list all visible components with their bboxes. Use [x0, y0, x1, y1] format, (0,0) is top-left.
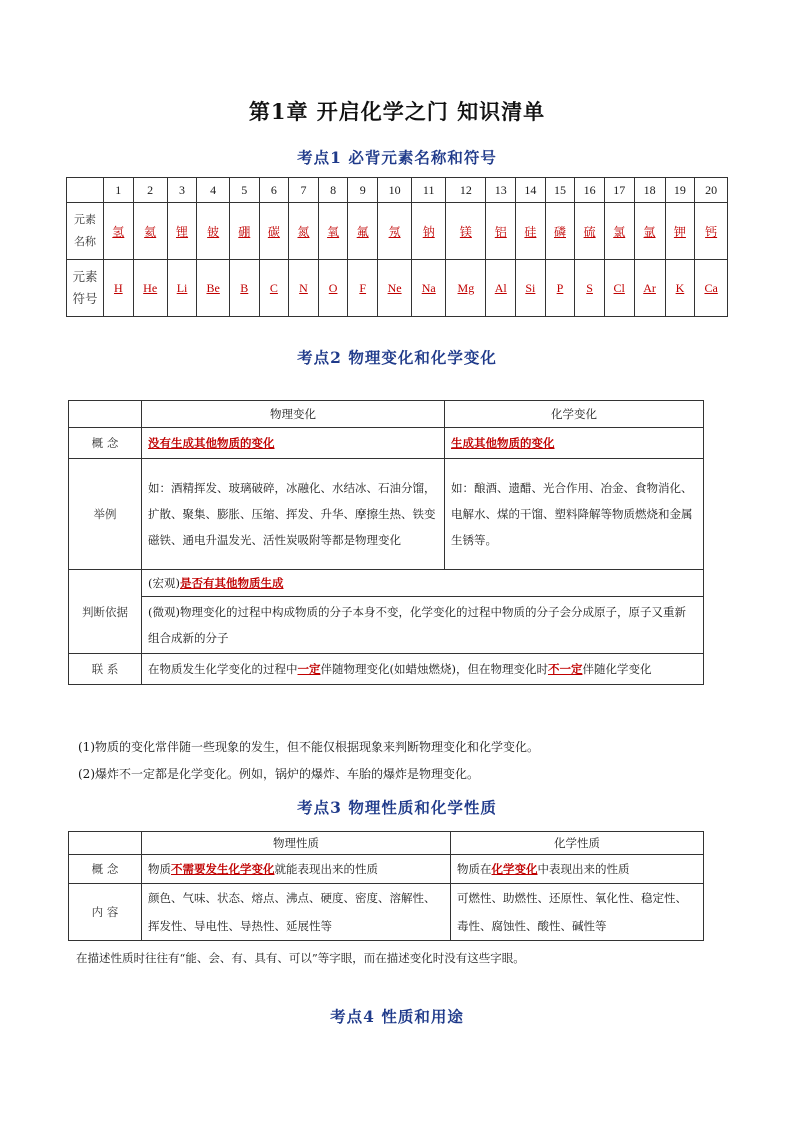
prop-content-physical: 颜色、气味、状态、熔点、沸点、硬度、密度、溶解性、挥发性、导电性、导热性、延展性等: [142, 884, 451, 941]
element-name-cell: [665, 203, 695, 260]
element-symbol: P: [556, 280, 564, 295]
concept-chemical-text: 生成其他物质的变化: [451, 436, 555, 450]
prop-corner-cell: [69, 832, 142, 855]
element-number: 16: [575, 178, 605, 203]
element-symbol: Si: [525, 280, 536, 295]
element-number: 5: [229, 178, 259, 203]
element-symbol: Na: [421, 280, 436, 295]
element-symbol-cell: [104, 260, 134, 317]
element-name-cell: [348, 203, 378, 260]
element-symbol: S: [586, 280, 593, 295]
change-corner-cell: [69, 401, 142, 428]
element-name-cell: [486, 203, 516, 260]
element-symbol-cell: [516, 260, 546, 317]
element-number-row: [67, 178, 728, 203]
element-symbol-cell: [348, 260, 378, 317]
element-name: 钙: [705, 224, 718, 239]
element-name-cell: [229, 203, 259, 260]
basis-macro: [142, 570, 704, 597]
link-part1: 在物质发生化学变化的过程中: [148, 662, 298, 676]
element-symbol-row: [67, 260, 728, 317]
element-number: 4: [197, 178, 230, 203]
element-name: 镁: [459, 224, 472, 239]
chem-concept-post: 中表现出来的性质: [537, 862, 630, 876]
link-em2: 不一定: [547, 662, 583, 676]
element-symbol-cell: [575, 260, 605, 317]
change-table: [68, 400, 704, 685]
element-symbol-cell: [259, 260, 289, 317]
prop-concept-chemical: [451, 855, 704, 884]
element-symbol: Ar: [643, 280, 656, 295]
basis-macro-text: 是否有其他物质生成: [179, 576, 284, 590]
section4-title: 考点4 性质和用途: [330, 1007, 464, 1026]
row-label-symbol-line2: 符号: [72, 292, 98, 306]
element-name: 氮: [297, 224, 310, 239]
element-symbol-cell: [167, 260, 197, 317]
element-number: 1: [104, 178, 134, 203]
element-name: 锂: [176, 224, 189, 239]
example-chemical: 如：酿酒、遗醋、光合作用、冶金、食物消化、电解水、煤的干馏、塑料降解等物质燃烧和金属生锈等。: [445, 459, 704, 570]
page-title: 第1章 开启化学之门 知识清单: [248, 99, 546, 124]
element-name-cell: [104, 203, 134, 260]
basis-label: 判断依据: [69, 570, 142, 654]
element-symbol-cell: [634, 260, 665, 317]
property-note: 在描述性质时往往有“能、会、有、具有、可以”等字眼，而在描述变化时没有这些字眼。: [76, 951, 525, 965]
element-name: 氧: [327, 224, 340, 239]
element-symbol-cell: [229, 260, 259, 317]
concept-physical: [142, 428, 445, 459]
phys-concept-post: 就能表现出来的性质: [274, 862, 378, 876]
element-name-cell: [516, 203, 546, 260]
element-symbol-cell: [378, 260, 412, 317]
element-name-cell: [289, 203, 319, 260]
element-name: 氟: [356, 224, 369, 239]
element-name: 钠: [422, 224, 435, 239]
element-symbol-cell: [197, 260, 230, 317]
element-number: 12: [446, 178, 486, 203]
section1-title: 考点1 必背元素名称和符号: [297, 148, 497, 167]
element-number: 10: [378, 178, 412, 203]
element-name-cell: [197, 203, 230, 260]
element-name: 钾: [673, 224, 686, 239]
row-label-symbol-line1: 元素: [72, 270, 98, 284]
element-number: 3: [167, 178, 197, 203]
element-name: 氯: [613, 224, 626, 239]
element-symbol: K: [675, 280, 685, 295]
element-name: 氩: [643, 224, 656, 239]
element-number: 6: [259, 178, 289, 203]
row-label-name-line2: 名称: [74, 235, 96, 248]
element-symbol: O: [328, 280, 338, 295]
basis-micro: (微观)物理变化的过程中构成物质的分子本身不变，化学变化的过程中物质的分子会分成原子，原子又重新组合成新的分子: [142, 597, 704, 654]
element-number: 7: [289, 178, 319, 203]
element-symbol: C: [269, 280, 278, 295]
element-name-cell: [446, 203, 486, 260]
phys-concept-em: 不需要发生化学变化: [171, 862, 275, 876]
element-symbol-cell: [604, 260, 634, 317]
element-name-cell: [318, 203, 348, 260]
basis-macro-prefix: (宏观): [148, 576, 180, 590]
chem-concept-em: 化学变化: [491, 862, 538, 876]
element-name: 氦: [144, 224, 157, 239]
concept-label: 概 念: [69, 428, 142, 459]
element-name-cell: [575, 203, 605, 260]
element-symbol: Mg: [457, 280, 475, 295]
element-name-cell: [604, 203, 634, 260]
concept-physical-text: 没有生成其他物质的变化: [148, 436, 275, 450]
row-label-symbol: [67, 260, 104, 317]
element-name: 铝: [494, 224, 507, 239]
element-symbol-cell: [446, 260, 486, 317]
element-symbol: N: [299, 280, 308, 295]
element-symbol: F: [359, 280, 367, 295]
element-symbol: Ca: [704, 280, 718, 295]
element-number: 14: [516, 178, 546, 203]
element-name: 硅: [524, 224, 537, 239]
chem-concept-pre: 物质在: [457, 862, 492, 876]
element-name: 磷: [553, 224, 566, 239]
row-label-name-line1: 元素: [74, 213, 96, 226]
element-number: 9: [348, 178, 378, 203]
prop-concept-label: 概 念: [69, 855, 142, 884]
element-number: 8: [318, 178, 348, 203]
element-name-cell: [259, 203, 289, 260]
element-name-cell: [133, 203, 167, 260]
element-symbol: Cl: [613, 280, 625, 295]
element-symbol: B: [240, 280, 249, 295]
element-symbol: Li: [176, 280, 188, 295]
element-name: 硼: [238, 224, 251, 239]
element-number: 18: [634, 178, 665, 203]
element-name: 氢: [112, 224, 125, 239]
element-symbol-cell: [318, 260, 348, 317]
element-number: 17: [604, 178, 634, 203]
property-table: [68, 831, 704, 941]
header-chemical-property: 化学性质: [451, 832, 704, 855]
element-table: [66, 177, 728, 317]
section2-title: 考点2 物理变化和化学变化: [297, 348, 497, 367]
element-name-cell: [695, 203, 728, 260]
element-number: 2: [133, 178, 167, 203]
element-number: 13: [486, 178, 516, 203]
element-name-cell: [545, 203, 575, 260]
corner-cell: [67, 178, 104, 203]
element-symbol: H: [113, 280, 123, 295]
element-symbol-cell: [695, 260, 728, 317]
header-physical-change: 物理变化: [142, 401, 445, 428]
phys-concept-pre: 物质: [148, 862, 171, 876]
element-name: 铍: [207, 224, 220, 239]
element-name: 硫: [583, 224, 596, 239]
link-part2: 伴随物理变化(如蜡烛燃烧)，但在物理变化时: [320, 662, 548, 676]
element-name-row: [67, 203, 728, 260]
element-name-cell: [378, 203, 412, 260]
element-name-cell: [167, 203, 197, 260]
link-part3: 伴随化学变化: [582, 662, 652, 676]
element-symbol-cell: [545, 260, 575, 317]
example-physical: 如：酒精挥发、玻璃破碎，冰融化、水结冰、石油分馏，扩散、聚集、膨胀、压缩、挥发、升华、摩擦生热、铁变磁铁、通电升温发光、活性炭吸附等都是物理变化: [142, 459, 445, 570]
header-chemical-change: 化学变化: [445, 401, 704, 428]
element-name: 碳: [267, 224, 280, 239]
note-2: (2)爆炸不一定都是化学变化。例如，锅炉的爆炸、车胎的爆炸是物理变化。: [78, 767, 480, 781]
example-label: 举例: [69, 459, 142, 570]
prop-content-chemical: 可燃性、助燃性、还原性、氧化性、稳定性、毒性、腐蚀性、酸性、碱性等: [451, 884, 704, 941]
element-number: 15: [545, 178, 575, 203]
element-name: 氖: [388, 224, 401, 239]
element-number: 19: [665, 178, 695, 203]
concept-chemical: [445, 428, 704, 459]
link-content: [142, 654, 704, 685]
element-name-cell: [634, 203, 665, 260]
element-symbol: Al: [494, 280, 507, 295]
prop-concept-physical: [142, 855, 451, 884]
element-symbol-cell: [486, 260, 516, 317]
element-number: 11: [412, 178, 446, 203]
element-symbol: Be: [206, 280, 220, 295]
row-label-name: [67, 203, 104, 260]
link-label: 联 系: [69, 654, 142, 685]
element-symbol: Ne: [387, 280, 402, 295]
link-em1: 一定: [297, 662, 321, 676]
element-name-cell: [412, 203, 446, 260]
element-symbol-cell: [133, 260, 167, 317]
prop-content-label: 内 容: [69, 884, 142, 941]
element-symbol-cell: [289, 260, 319, 317]
note-1: (1)物质的变化常伴随一些现象的发生，但不能仅根据现象来判断物理变化和化学变化。: [78, 740, 540, 754]
element-symbol-cell: [412, 260, 446, 317]
element-number: 20: [695, 178, 728, 203]
section3-title: 考点3 物理性质和化学性质: [297, 798, 497, 817]
element-symbol: He: [143, 280, 158, 295]
element-symbol-cell: [665, 260, 695, 317]
header-physical-property: 物理性质: [142, 832, 451, 855]
